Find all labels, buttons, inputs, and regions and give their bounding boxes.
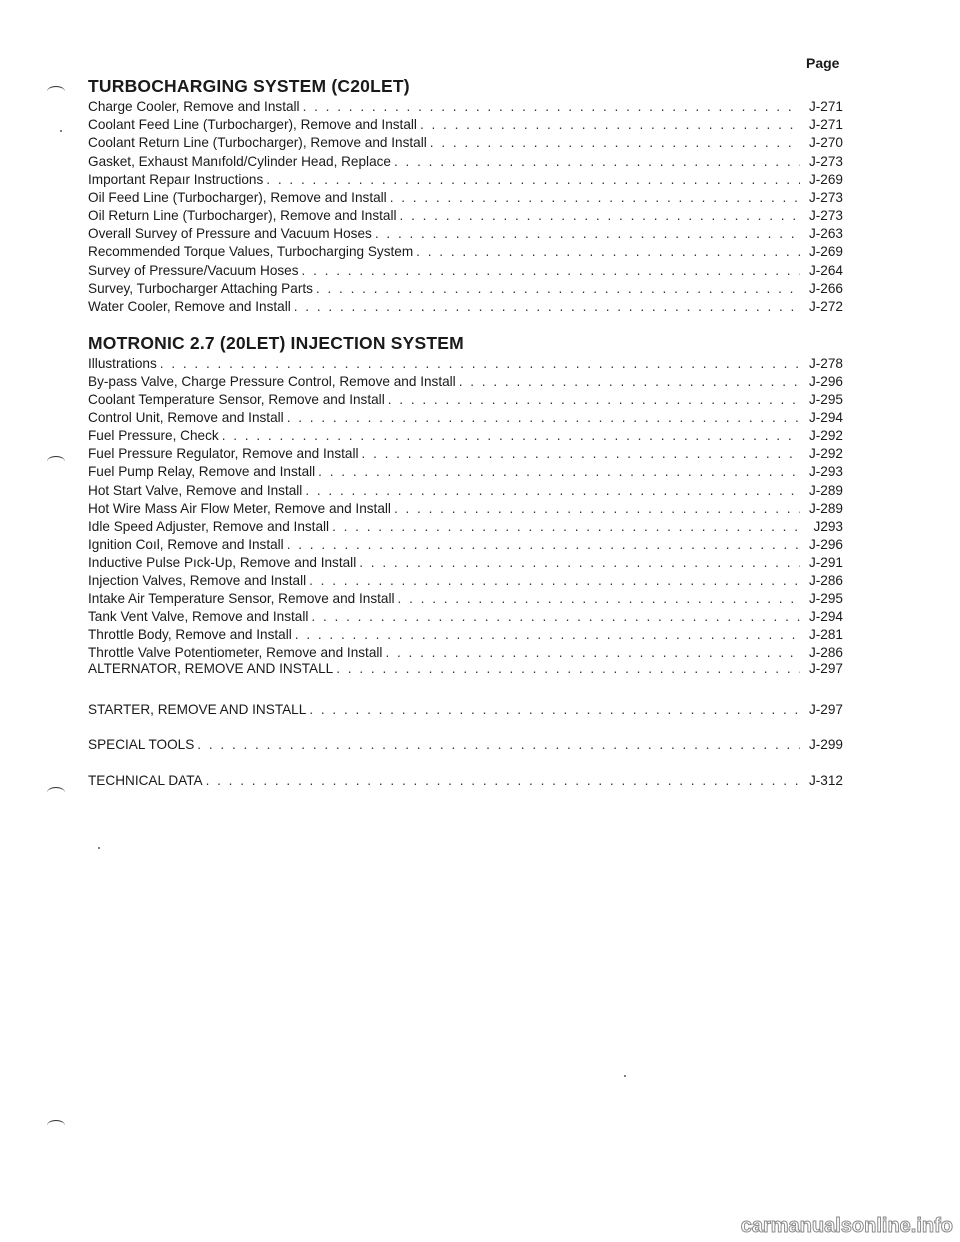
entry-title: Intake Air Temperature Sensor, Remove and Install: [88, 591, 395, 607]
entry-page: J-296: [808, 373, 843, 389]
toc-entry[interactable]: [88, 427, 843, 445]
toc-entry[interactable]: [88, 626, 843, 644]
entry-title: Survey of Pressure/Vacuum Hoses: [88, 262, 299, 278]
toc-entry[interactable]: [88, 536, 843, 554]
entry-title: Survey, Turbocharger Attaching Parts: [88, 280, 313, 296]
entry-page: J-271: [808, 98, 843, 114]
toc-entry[interactable]: [88, 171, 843, 189]
entry-page: J-263: [808, 226, 843, 242]
toc-entry[interactable]: [88, 391, 843, 409]
entry-title: Injection Valves, Remove and Install: [88, 573, 307, 589]
entry-title: Recommended Torque Values, Turbocharging System: [88, 244, 414, 260]
entry-title: Important Repaır Instructions: [88, 171, 264, 187]
toc-standalone-technical-data: [88, 770, 843, 790]
toc-entry[interactable]: [88, 262, 843, 280]
entry-title: Fuel Pressure Regulator, Remove and Install: [88, 446, 359, 462]
toc-entry[interactable]: [88, 590, 843, 608]
toc-entry[interactable]: [88, 518, 843, 536]
entry-title: Control Unit, Remove and Install: [88, 410, 284, 426]
entry-page: J-271: [808, 117, 843, 133]
toc-standalone-special-tools: [88, 734, 843, 754]
entry-title: Inductive Pulse Pıck-Up, Remove and Install: [88, 554, 357, 570]
entry-title: By-pass Valve, Charge Pressure Control, Remove and Install: [88, 373, 456, 389]
entry-page: J-297: [808, 701, 843, 717]
entry-title: SPECIAL TOOLS: [88, 736, 195, 752]
toc-entry[interactable]: [88, 355, 843, 373]
toc-entry[interactable]: [88, 554, 843, 572]
entry-page: J-299: [808, 736, 843, 752]
section-heading: MOTRONIC 2.7 (20LET) INJECTION SYSTEM: [88, 333, 464, 353]
entry-page: J-273: [808, 208, 843, 224]
entry-title: Oil Return Line (Turbocharger), Remove and Install: [88, 208, 397, 224]
entry-title: Ignition Coıl, Remove and Install: [88, 536, 284, 552]
binder-mark: [47, 86, 65, 97]
entry-title: Illustrations: [88, 355, 157, 371]
entry-title: Overall Survey of Pressure and Vacuum Hoses: [88, 226, 372, 242]
entry-title: Idle Speed Adjuster, Remove and Install: [88, 518, 330, 534]
entry-page: J-292: [808, 446, 843, 462]
toc-entry[interactable]: [88, 734, 843, 754]
entry-page: J-266: [808, 280, 843, 296]
entry-title: Oil Feed Line (Turbocharger), Remove and Install: [88, 189, 387, 205]
toc-entry[interactable]: [88, 207, 843, 225]
entry-page: J-295: [808, 392, 843, 408]
entry-page: J-289: [808, 482, 843, 498]
entry-page: J-297: [808, 660, 843, 676]
toc-entry[interactable]: [88, 572, 843, 590]
entry-title: Coolant Return Line (Turbocharger), Remove and Install: [88, 135, 427, 151]
entry-page: J-278: [808, 355, 843, 371]
entry-page: J-272: [808, 299, 843, 315]
entry-page: J-312: [808, 772, 843, 788]
toc-standalone-alternator: [88, 658, 843, 678]
toc-entry[interactable]: [88, 770, 843, 790]
entry-page: J-269: [808, 171, 843, 187]
toc-entry[interactable]: [88, 280, 843, 298]
entry-page: J-289: [808, 500, 843, 516]
toc-entry[interactable]: [88, 658, 843, 678]
toc-entry[interactable]: [88, 116, 843, 134]
toc-entry[interactable]: [88, 608, 843, 626]
entry-page: J-295: [808, 591, 843, 607]
toc-entry[interactable]: [88, 153, 843, 171]
entry-title: Water Cooler, Remove and Install: [88, 299, 291, 315]
entry-page: J-292: [808, 428, 843, 444]
entry-title: Coolant Temperature Sensor, Remove and Install: [88, 392, 385, 408]
toc-entry[interactable]: [88, 445, 843, 463]
entry-page: J-273: [808, 189, 843, 205]
toc-section-motronic: [88, 331, 843, 663]
toc-entry[interactable]: [88, 189, 843, 207]
entry-title: Tank Vent Valve, Remove and Install: [88, 609, 309, 625]
entry-page: J293: [813, 518, 843, 534]
binder-mark: [47, 456, 65, 467]
entry-page: J-294: [808, 410, 843, 426]
page-label: Page: [806, 55, 840, 71]
entry-title: Gasket, Exhaust Manıfold/Cylinder Head, Replace: [88, 153, 391, 169]
speck: [98, 847, 100, 849]
watermark-text: carmanualsonline.info: [740, 1215, 953, 1237]
entry-title: Fuel Pump Relay, Remove and Install: [88, 464, 316, 480]
section-heading: TURBOCHARGING SYSTEM (C20LET): [88, 76, 410, 96]
entry-page: J-281: [808, 627, 843, 643]
entry-title: TECHNICAL DATA: [88, 772, 203, 788]
toc-entry-list: [88, 355, 843, 663]
toc-entry[interactable]: [88, 699, 843, 719]
speck: [624, 1075, 626, 1077]
binder-mark: [47, 787, 65, 798]
entry-title: Coolant Feed Line (Turbocharger), Remove and Install: [88, 117, 417, 133]
toc-entry[interactable]: [88, 244, 843, 262]
entry-title: Hot Wire Mass Air Flow Meter, Remove and Install: [88, 500, 391, 516]
entry-page: J-270: [808, 135, 843, 151]
toc-standalone-starter: [88, 699, 843, 719]
toc-entry[interactable]: [88, 298, 843, 316]
entry-title: Hot Start Valve, Remove and Install: [88, 482, 303, 498]
entry-title: Throttle Body, Remove and Install: [88, 627, 292, 643]
entry-title: ALTERNATOR, REMOVE AND INSTALL: [88, 660, 334, 676]
entry-page: J-273: [808, 153, 843, 169]
toc-entry[interactable]: [88, 225, 843, 243]
toc-entry[interactable]: [88, 482, 843, 500]
entry-page: J-286: [808, 645, 843, 661]
entry-page: J-264: [808, 262, 843, 278]
toc-section-turbocharging: [88, 74, 843, 316]
entry-page: J-294: [808, 609, 843, 625]
entry-page: J-286: [808, 573, 843, 589]
toc-entry[interactable]: [88, 500, 843, 518]
entry-title: STARTER, REMOVE AND INSTALL: [88, 701, 307, 717]
watermark: [695, 1212, 957, 1238]
binder-mark: [47, 1120, 65, 1131]
entry-page: J-296: [808, 536, 843, 552]
entry-title: Fuel Pressure, Check: [88, 428, 219, 444]
toc-entry-list: [88, 98, 843, 316]
toc-entry[interactable]: [88, 98, 843, 116]
toc-entry[interactable]: [88, 409, 843, 427]
entry-page: J-291: [808, 554, 843, 570]
entry-title: Throttle Valve Potentiometer, Remove and Install: [88, 645, 383, 661]
toc-entry[interactable]: [88, 134, 843, 152]
entry-page: J-269: [808, 244, 843, 260]
speck: [60, 130, 62, 132]
entry-title: Charge Cooler, Remove and Install: [88, 98, 300, 114]
toc-entry[interactable]: [88, 464, 843, 482]
entry-page: J-293: [808, 464, 843, 480]
toc-entry[interactable]: [88, 373, 843, 391]
